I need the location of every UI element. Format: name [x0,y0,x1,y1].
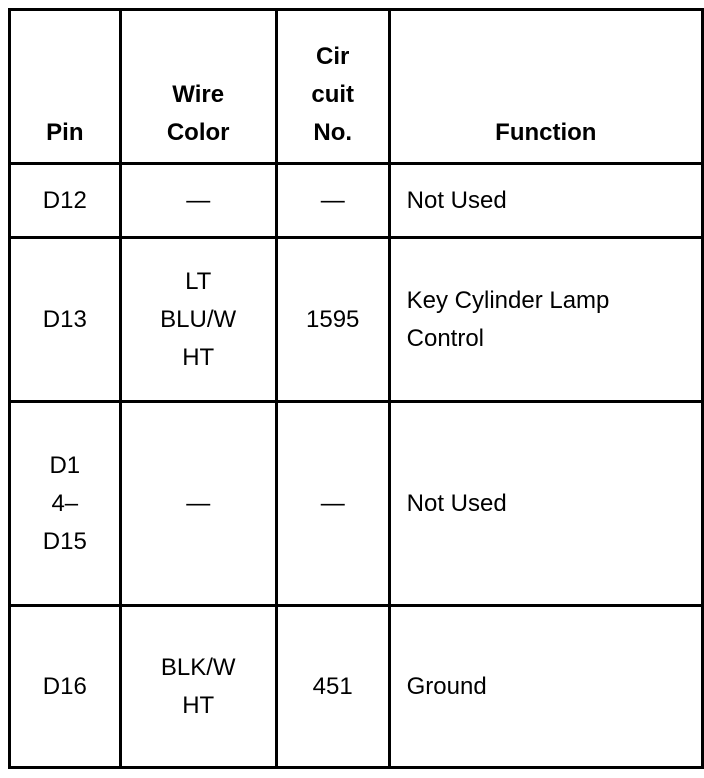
wire-color-cell [120,402,276,606]
pin-text: 4– [51,489,79,517]
pin-text: D15 [42,527,87,555]
circuit-text: 451 [312,672,353,700]
circuit-cell [276,606,389,768]
circuit-cell [276,402,389,606]
function-text: Key Cylinder Lamp [406,286,610,314]
wire-color-text: HT [182,343,215,371]
pin-cell [10,238,121,402]
pin-cell [10,164,121,238]
pin-cell [10,606,121,768]
wire-color-text: — [186,186,211,214]
wire-color-text: — [186,489,211,517]
wire-color-text: BLK/W [160,653,236,681]
function-cell [389,402,702,606]
header-wire-color [120,10,276,164]
function-cell [389,238,702,402]
wire-color-text: HT [182,691,215,719]
wire-color-cell [120,164,276,238]
header-circuit-line: Cir [316,43,350,70]
table-row [10,164,703,238]
pin-text: D13 [42,305,87,333]
function-text: Not Used [406,489,507,517]
connector-pinout-table-container [8,8,704,769]
header-circuit-no [276,10,389,164]
pin-text: D1 [49,451,81,479]
wire-color-text: BLU/W [160,305,237,333]
function-cell [389,606,702,768]
function-text: Control [406,324,485,352]
pin-text: D16 [42,672,87,700]
table-row [10,238,703,402]
pin-cell [10,402,121,606]
wire-color-cell [120,606,276,768]
function-text: Not Used [406,186,507,214]
circuit-cell [276,238,389,402]
header-pin [10,10,121,164]
header-wire-color-line: Color [166,119,230,146]
circuit-text: — [320,186,345,214]
circuit-text: 1595 [306,305,360,333]
circuit-text: — [320,489,345,517]
header-wire-color-line: Wire [172,81,225,108]
table-row [10,402,703,606]
header-circuit-line: cuit [311,81,355,108]
table-row [10,606,703,768]
connector-pinout-table [8,8,704,769]
pin-text: D12 [42,186,87,214]
header-function-text: Function [495,119,597,146]
header-function [389,10,702,164]
header-circuit-line: No. [313,119,353,146]
header-pin-text: Pin [46,119,84,146]
wire-color-text: LT [185,267,212,295]
wire-color-cell [120,238,276,402]
function-text: Ground [406,672,487,700]
circuit-cell [276,164,389,238]
table-header-row [10,10,703,164]
function-cell [389,164,702,238]
